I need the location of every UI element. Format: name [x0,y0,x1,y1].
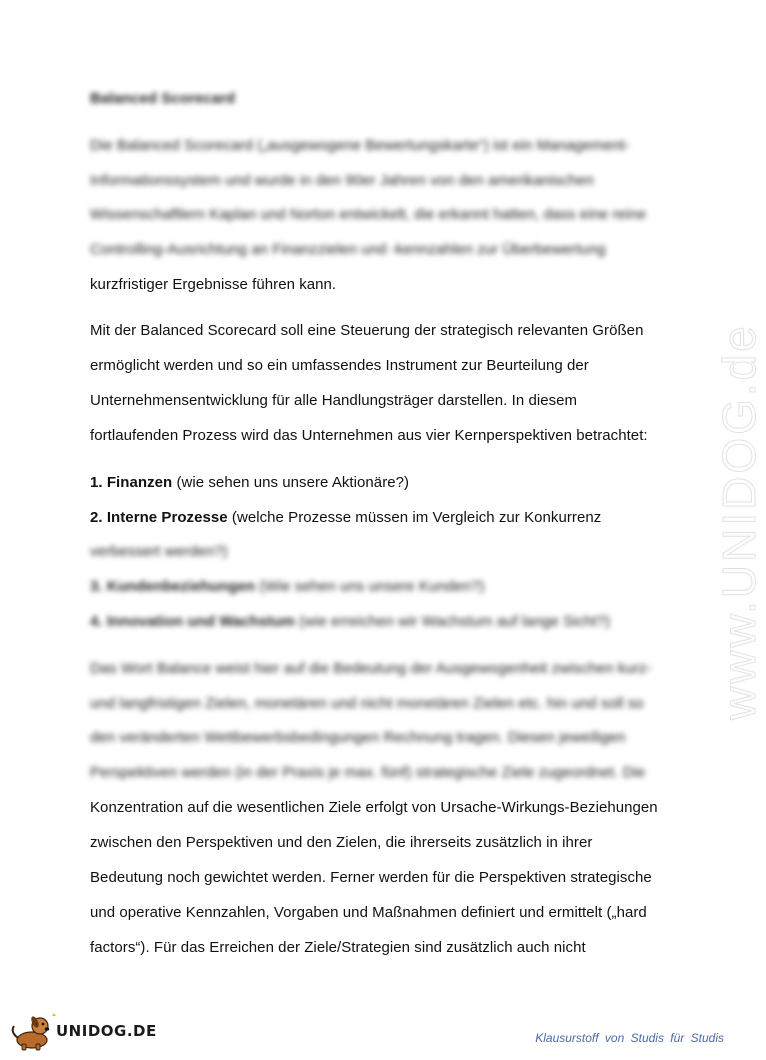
list-item-bold: 3. Kundenbeziehungen [90,578,256,595]
list-item-bold: 2. Interne Prozesse [90,509,228,526]
para3-line: Bedeutung noch gewichtet werden. Ferner werden für die Perspektiven strategische [90,869,652,886]
para3-line: und operative Kennzahlen, Vorgaben und Maßnahmen definiert und ermittelt („hard [90,904,647,921]
para3-line: Perspektiven werden (in der Praxis je max. fünf) strategische Ziele zugeordnet. Die [90,764,646,781]
para3-line: zwischen den Perspektiven und den Zielen, die ihrerseits zusätzlich in ihrer [90,834,593,851]
para3-line: Das Wort Balance weist hier auf die Bedeutung der Ausgewogenheit zwischen kurz- [90,660,652,677]
para3-line: den veränderten Wettbewerbsbedingungen Rechnung tragen. Diesen jeweiligen [90,729,626,746]
list-item-text: (Wie sehen uns unsere Kunden?) [255,578,485,595]
para3-line: factors“). Für das Erreichen der Ziele/Strategien sind zusätzlich auch nicht [90,939,586,956]
list-item [90,577,484,597]
watermark: www.UNIDOG.de [713,323,765,720]
list-item-bold: 1. Finanzen [90,474,173,491]
para3-line: und langfristigen Zielen, monetären und nicht monetären Zielen etc. hin und soll so [90,695,644,712]
para1-line: Informationssystem und wurde in den 90er Jahren von den amerikanischen [90,172,594,189]
list-item [90,612,610,632]
para2-line: fortlaufenden Prozess wird das Unternehmen aus vier Kernperspektiven betrachtet: [90,427,648,444]
document-title: Balanced Scorecard [90,90,236,107]
list-item-text: (wie sehen uns unsere Aktionäre?) [172,474,410,491]
para1-line: kurzfristiger Ergebnisse führen kann. [90,276,337,293]
list-item-text: (wie erreichen wir Wachstum auf lange Sicht?) [294,613,611,630]
list-item [90,508,601,528]
para1-line: Controlling-Ausrichtung an Finanzzielen und -kennzahlen zur Überbewertung [90,241,606,258]
para1-line: Die Balanced Scorecard („ausgewogene Bewertungskarte“) ist ein Management- [90,137,630,154]
dog-icon [13,1013,56,1050]
logo-text: UNIDOG.DE [56,1022,157,1040]
list-item-text: (welche Prozesse müssen im Vergleich zur Konkurrenz [227,509,602,526]
para3-line: Konzentration auf die wesentlichen Ziele erfolgt von Ursache-Wirkungs-Beziehungen [90,799,658,816]
para1-line: Wissenschaftlern Kaplan und Norton entwickelt, die erkannt hatten, dass eine reine [90,206,647,223]
footer-tagline: Klausurstoff von Studis für Studis [535,1031,724,1045]
para2-line: ermöglicht werden und so ein umfassendes Instrument zur Beurteilung der [90,357,589,374]
list-item-text: verbessert werden?) [90,543,228,560]
list-item [90,473,409,493]
para2-line: Unternehmensentwicklung für alle Handlungsträger darstellen. In diesem [90,392,578,409]
list-item [90,542,228,562]
para2-line: Mit der Balanced Scorecard soll eine Steuerung der strategisch relevanten Größen [90,322,644,339]
list-item-bold: 4. Innovation und Wachstum [90,613,295,630]
